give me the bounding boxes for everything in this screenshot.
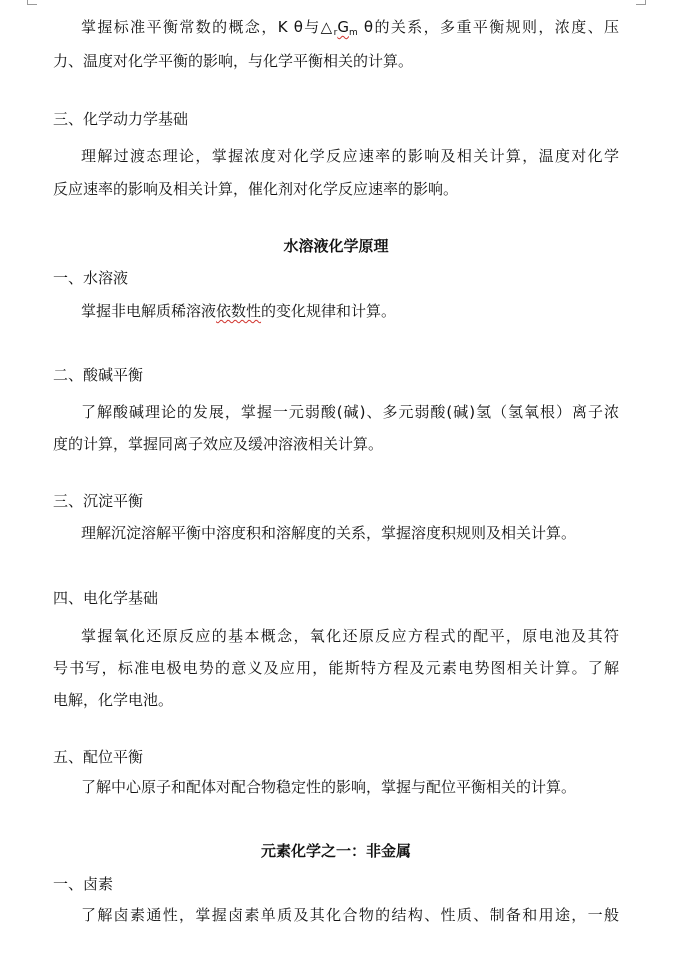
paragraph-line: 了解中心原子和配体对配合物稳定性的影响，掌握与配位平衡相关的计算。 [81,778,577,796]
section-heading: 四、电化学基础 [53,589,159,607]
spellcheck-underlined-word: 依数性 [216,302,262,320]
section-heading: 一、卤素 [53,875,114,893]
text-run: 掌握非电解质稀溶液 [81,302,217,320]
paragraph-line: 号书写，标准电极电势的意义及应用，能斯特方程及元素电势图相关计算。了解 [53,659,619,677]
section-heading: 三、沉淀平衡 [53,492,144,510]
gibbs-symbol: G [337,18,349,36]
paragraph-line: 理解沉淀溶解平衡中溶度积和溶解度的关系，掌握溶度积规则及相关计算。 [81,524,577,542]
text-run: θ的关系，多重平衡规则，浓度、压 [363,18,619,36]
paragraph-line [81,301,619,321]
chapter-title: 元素化学之一：非金属 [260,842,411,860]
text-run: 的变化规律和计算。 [261,302,397,320]
paragraph-line: 掌握氧化还原反应的基本概念，氧化还原反应方程式的配平，原电池及其符 [81,627,619,645]
paragraph-line: 理解过渡态理论，掌握浓度对化学反应速率的影响及相关计算，温度对化学 [81,147,619,165]
paragraph-line: 电解，化学电池。 [53,691,174,709]
section-heading: 五、配位平衡 [53,748,144,766]
text-run: 掌握标准平衡常数的概念，K θ与△ [81,18,334,36]
paragraph-line: 反应速率的影响及相关计算，催化剂对化学反应速率的影响。 [53,180,459,198]
paragraph-line: 度的计算，掌握同离子效应及缓冲溶液相关计算。 [53,435,384,453]
paragraph-line [81,17,619,43]
section-heading: 三、化学动力学基础 [53,110,189,128]
page-corner-mark-right [636,0,646,5]
paragraph-line: 了解卤素通性，掌握卤素单质及其化合物的结构、性质、制备和用途，一般 [81,906,619,924]
chapter-title: 水溶液化学原理 [283,237,389,255]
subscript-m: m [348,28,358,38]
paragraph-line: 力、温度对化学平衡的影响，与化学平衡相关的计算。 [53,52,414,70]
section-heading: 二、酸碱平衡 [53,366,144,384]
section-heading: 一、水溶液 [53,269,129,287]
paragraph-line: 了解酸碱理论的发展，掌握一元弱酸(碱)、多元弱酸(碱)氢（氢氧根）离子浓 [81,403,619,421]
subscript-r: r [333,28,338,38]
page-corner-mark-left [27,0,37,5]
